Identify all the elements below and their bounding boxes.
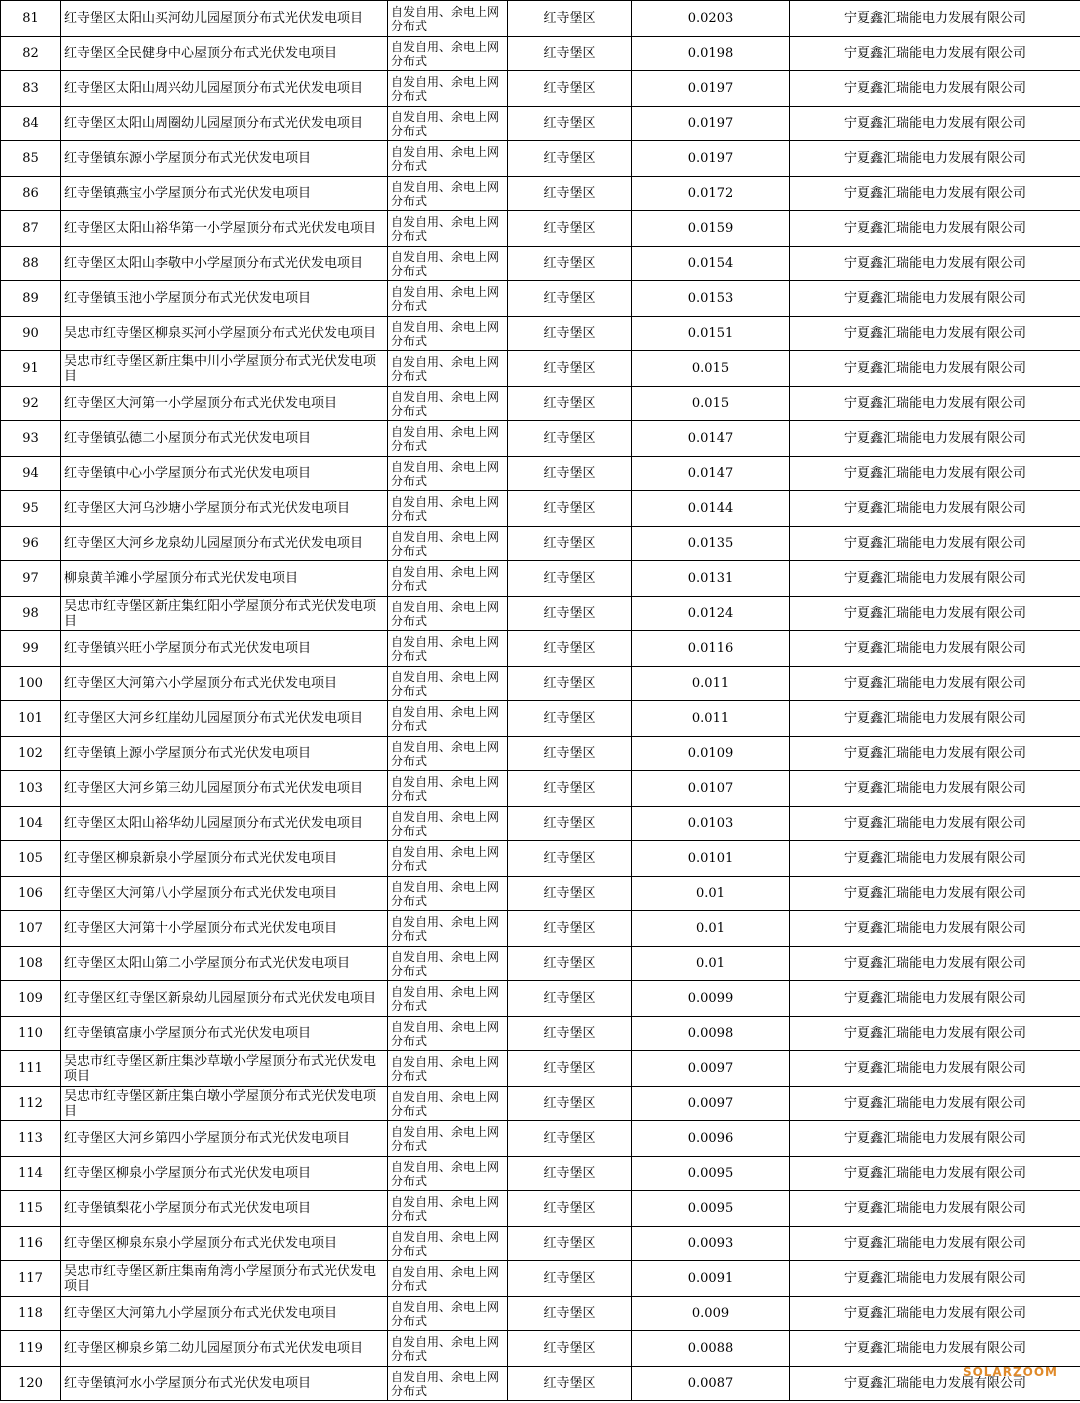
row-number-cell: 90 bbox=[1, 317, 61, 351]
row-number-cell: 84 bbox=[1, 107, 61, 141]
capacity-cell: 0.0147 bbox=[632, 457, 790, 491]
area-cell: 红寺堡区 bbox=[508, 597, 632, 631]
company-cell: 宁夏鑫汇瑞能电力发展有限公司 bbox=[790, 211, 1080, 247]
capacity-cell: 0.0116 bbox=[632, 631, 790, 667]
company-cell: 宁夏鑫汇瑞能电力发展有限公司 bbox=[790, 1087, 1080, 1121]
company-cell: 宁夏鑫汇瑞能电力发展有限公司 bbox=[790, 71, 1080, 107]
table-row bbox=[1, 1227, 1080, 1261]
company-cell: 宁夏鑫汇瑞能电力发展有限公司 bbox=[790, 141, 1080, 177]
capacity-cell: 0.0091 bbox=[632, 1261, 790, 1297]
company-cell: 宁夏鑫汇瑞能电力发展有限公司 bbox=[790, 841, 1080, 877]
project-name-cell: 红寺堡区柳泉小学屋顶分布式光伏发电项目 bbox=[61, 1157, 388, 1191]
table-row bbox=[1, 947, 1080, 981]
table-row bbox=[1, 387, 1080, 421]
table-row bbox=[1, 37, 1080, 71]
project-name-cell: 红寺堡区大河乡第四小学屋顶分布式光伏发电项目 bbox=[61, 1121, 388, 1157]
area-cell: 红寺堡区 bbox=[508, 491, 632, 527]
grid-mode-cell: 自发自用、余电上网分布式 bbox=[388, 771, 508, 807]
grid-mode-cell: 自发自用、余电上网分布式 bbox=[388, 1191, 508, 1227]
table-row bbox=[1, 1, 1080, 37]
area-cell: 红寺堡区 bbox=[508, 107, 632, 141]
table-row bbox=[1, 211, 1080, 247]
area-cell: 红寺堡区 bbox=[508, 947, 632, 981]
row-number-cell: 119 bbox=[1, 1331, 61, 1367]
grid-mode-cell: 自发自用、余电上网分布式 bbox=[388, 841, 508, 877]
table-row bbox=[1, 107, 1080, 141]
grid-mode-cell: 自发自用、余电上网分布式 bbox=[388, 597, 508, 631]
row-number-cell: 93 bbox=[1, 421, 61, 457]
capacity-cell: 0.015 bbox=[632, 387, 790, 421]
project-name-cell: 红寺堡区柳泉新泉小学屋顶分布式光伏发电项目 bbox=[61, 841, 388, 877]
row-number-cell: 89 bbox=[1, 281, 61, 317]
capacity-cell: 0.01 bbox=[632, 877, 790, 911]
table-row bbox=[1, 1367, 1080, 1401]
capacity-cell: 0.0197 bbox=[632, 107, 790, 141]
area-cell: 红寺堡区 bbox=[508, 527, 632, 561]
table-row bbox=[1, 1261, 1080, 1297]
capacity-cell: 0.0095 bbox=[632, 1157, 790, 1191]
table-row bbox=[1, 317, 1080, 351]
project-name-cell: 红寺堡镇燕宝小学屋顶分布式光伏发电项目 bbox=[61, 177, 388, 211]
grid-mode-cell: 自发自用、余电上网分布式 bbox=[388, 1157, 508, 1191]
grid-mode-cell: 自发自用、余电上网分布式 bbox=[388, 387, 508, 421]
table-row bbox=[1, 877, 1080, 911]
area-cell: 红寺堡区 bbox=[508, 247, 632, 281]
row-number-cell: 99 bbox=[1, 631, 61, 667]
row-number-cell: 112 bbox=[1, 1087, 61, 1121]
grid-mode-cell: 自发自用、余电上网分布式 bbox=[388, 71, 508, 107]
capacity-cell: 0.0095 bbox=[632, 1191, 790, 1227]
company-cell: 宁夏鑫汇瑞能电力发展有限公司 bbox=[790, 281, 1080, 317]
project-name-cell: 柳泉黄羊滩小学屋顶分布式光伏发电项目 bbox=[61, 561, 388, 597]
company-cell: 宁夏鑫汇瑞能电力发展有限公司 bbox=[790, 1157, 1080, 1191]
table-row bbox=[1, 71, 1080, 107]
grid-mode-cell: 自发自用、余电上网分布式 bbox=[388, 877, 508, 911]
capacity-cell: 0.0198 bbox=[632, 37, 790, 71]
row-number-cell: 97 bbox=[1, 561, 61, 597]
company-cell: 宁夏鑫汇瑞能电力发展有限公司 bbox=[790, 351, 1080, 387]
table-row bbox=[1, 1051, 1080, 1087]
grid-mode-cell: 自发自用、余电上网分布式 bbox=[388, 211, 508, 247]
table-row bbox=[1, 737, 1080, 771]
row-number-cell: 96 bbox=[1, 527, 61, 561]
area-cell: 红寺堡区 bbox=[508, 911, 632, 947]
grid-mode-cell: 自发自用、余电上网分布式 bbox=[388, 141, 508, 177]
grid-mode-cell: 自发自用、余电上网分布式 bbox=[388, 317, 508, 351]
row-number-cell: 114 bbox=[1, 1157, 61, 1191]
area-cell: 红寺堡区 bbox=[508, 421, 632, 457]
capacity-cell: 0.011 bbox=[632, 701, 790, 737]
grid-mode-cell: 自发自用、余电上网分布式 bbox=[388, 457, 508, 491]
capacity-cell: 0.01 bbox=[632, 911, 790, 947]
table-row bbox=[1, 457, 1080, 491]
project-name-cell: 红寺堡区大河第十小学屋顶分布式光伏发电项目 bbox=[61, 911, 388, 947]
project-name-cell: 红寺堡镇上源小学屋顶分布式光伏发电项目 bbox=[61, 737, 388, 771]
project-name-cell: 吴忠市红寺堡区柳泉买河小学屋顶分布式光伏发电项目 bbox=[61, 317, 388, 351]
table-row bbox=[1, 247, 1080, 281]
area-cell: 红寺堡区 bbox=[508, 387, 632, 421]
project-name-cell: 红寺堡区大河乡龙泉幼儿园屋顶分布式光伏发电项目 bbox=[61, 527, 388, 561]
project-name-cell: 红寺堡区大河乡第三幼儿园屋顶分布式光伏发电项目 bbox=[61, 771, 388, 807]
project-name-cell: 红寺堡区太阳山周圈幼儿园屋顶分布式光伏发电项目 bbox=[61, 107, 388, 141]
capacity-cell: 0.0103 bbox=[632, 807, 790, 841]
capacity-cell: 0.0172 bbox=[632, 177, 790, 211]
grid-mode-cell: 自发自用、余电上网分布式 bbox=[388, 1261, 508, 1297]
table-row bbox=[1, 701, 1080, 737]
grid-mode-cell: 自发自用、余电上网分布式 bbox=[388, 1367, 508, 1401]
area-cell: 红寺堡区 bbox=[508, 1367, 632, 1401]
capacity-cell: 0.0144 bbox=[632, 491, 790, 527]
capacity-cell: 0.0153 bbox=[632, 281, 790, 317]
row-number-cell: 85 bbox=[1, 141, 61, 177]
area-cell: 红寺堡区 bbox=[508, 737, 632, 771]
row-number-cell: 81 bbox=[1, 1, 61, 37]
capacity-cell: 0.0087 bbox=[632, 1367, 790, 1401]
project-name-cell: 红寺堡镇弘德二小屋顶分布式光伏发电项目 bbox=[61, 421, 388, 457]
project-name-cell: 红寺堡镇东源小学屋顶分布式光伏发电项目 bbox=[61, 141, 388, 177]
row-number-cell: 102 bbox=[1, 737, 61, 771]
area-cell: 红寺堡区 bbox=[508, 281, 632, 317]
capacity-cell: 0.0135 bbox=[632, 527, 790, 561]
project-name-cell: 红寺堡区红寺堡区新泉幼儿园屋顶分布式光伏发电项目 bbox=[61, 981, 388, 1017]
project-name-cell: 红寺堡镇兴旺小学屋顶分布式光伏发电项目 bbox=[61, 631, 388, 667]
project-name-cell: 吴忠市红寺堡区新庄集中川小学屋顶分布式光伏发电项目 bbox=[61, 351, 388, 387]
capacity-cell: 0.0159 bbox=[632, 211, 790, 247]
capacity-cell: 0.011 bbox=[632, 667, 790, 701]
company-cell: 宁夏鑫汇瑞能电力发展有限公司 bbox=[790, 561, 1080, 597]
project-name-cell: 红寺堡镇梨花小学屋顶分布式光伏发电项目 bbox=[61, 1191, 388, 1227]
area-cell: 红寺堡区 bbox=[508, 877, 632, 911]
capacity-cell: 0.0197 bbox=[632, 71, 790, 107]
area-cell: 红寺堡区 bbox=[508, 631, 632, 667]
company-cell: 宁夏鑫汇瑞能电力发展有限公司 bbox=[790, 457, 1080, 491]
grid-mode-cell: 自发自用、余电上网分布式 bbox=[388, 107, 508, 141]
project-name-cell: 红寺堡镇河水小学屋顶分布式光伏发电项目 bbox=[61, 1367, 388, 1401]
project-name-cell: 红寺堡区大河第六小学屋顶分布式光伏发电项目 bbox=[61, 667, 388, 701]
row-number-cell: 86 bbox=[1, 177, 61, 211]
row-number-cell: 101 bbox=[1, 701, 61, 737]
company-cell: 宁夏鑫汇瑞能电力发展有限公司 bbox=[790, 1051, 1080, 1087]
grid-mode-cell: 自发自用、余电上网分布式 bbox=[388, 911, 508, 947]
row-number-cell: 108 bbox=[1, 947, 61, 981]
grid-mode-cell: 自发自用、余电上网分布式 bbox=[388, 281, 508, 317]
table-row bbox=[1, 667, 1080, 701]
row-number-cell: 107 bbox=[1, 911, 61, 947]
capacity-cell: 0.0147 bbox=[632, 421, 790, 457]
row-number-cell: 120 bbox=[1, 1367, 61, 1401]
area-cell: 红寺堡区 bbox=[508, 351, 632, 387]
project-name-cell: 红寺堡区柳泉乡第二幼儿园屋顶分布式光伏发电项目 bbox=[61, 1331, 388, 1367]
row-number-cell: 100 bbox=[1, 667, 61, 701]
area-cell: 红寺堡区 bbox=[508, 561, 632, 597]
project-name-cell: 吴忠市红寺堡区新庄集沙草墩小学屋顶分布式光伏发电项目 bbox=[61, 1051, 388, 1087]
company-cell: 宁夏鑫汇瑞能电力发展有限公司 bbox=[790, 317, 1080, 351]
table-row bbox=[1, 1087, 1080, 1121]
area-cell: 红寺堡区 bbox=[508, 1191, 632, 1227]
grid-mode-cell: 自发自用、余电上网分布式 bbox=[388, 491, 508, 527]
company-cell: 宁夏鑫汇瑞能电力发展有限公司 bbox=[790, 421, 1080, 457]
row-number-cell: 91 bbox=[1, 351, 61, 387]
company-cell: 宁夏鑫汇瑞能电力发展有限公司 bbox=[790, 737, 1080, 771]
capacity-cell: 0.015 bbox=[632, 351, 790, 387]
row-number-cell: 95 bbox=[1, 491, 61, 527]
area-cell: 红寺堡区 bbox=[508, 457, 632, 491]
capacity-cell: 0.0131 bbox=[632, 561, 790, 597]
area-cell: 红寺堡区 bbox=[508, 701, 632, 737]
area-cell: 红寺堡区 bbox=[508, 1261, 632, 1297]
company-cell: 宁夏鑫汇瑞能电力发展有限公司 bbox=[790, 247, 1080, 281]
company-cell: 宁夏鑫汇瑞能电力发展有限公司 bbox=[790, 877, 1080, 911]
company-cell: 宁夏鑫汇瑞能电力发展有限公司 bbox=[790, 177, 1080, 211]
company-cell: 宁夏鑫汇瑞能电力发展有限公司 bbox=[790, 1121, 1080, 1157]
company-cell: 宁夏鑫汇瑞能电力发展有限公司 bbox=[790, 1227, 1080, 1261]
table-row bbox=[1, 807, 1080, 841]
area-cell: 红寺堡区 bbox=[508, 807, 632, 841]
area-cell: 红寺堡区 bbox=[508, 1121, 632, 1157]
capacity-cell: 0.0098 bbox=[632, 1017, 790, 1051]
grid-mode-cell: 自发自用、余电上网分布式 bbox=[388, 981, 508, 1017]
area-cell: 红寺堡区 bbox=[508, 177, 632, 211]
capacity-cell: 0.0197 bbox=[632, 141, 790, 177]
company-cell: 宁夏鑫汇瑞能电力发展有限公司 bbox=[790, 107, 1080, 141]
table-row bbox=[1, 1017, 1080, 1051]
area-cell: 红寺堡区 bbox=[508, 1157, 632, 1191]
grid-mode-cell: 自发自用、余电上网分布式 bbox=[388, 667, 508, 701]
row-number-cell: 115 bbox=[1, 1191, 61, 1227]
grid-mode-cell: 自发自用、余电上网分布式 bbox=[388, 247, 508, 281]
table-row bbox=[1, 491, 1080, 527]
capacity-cell: 0.0096 bbox=[632, 1121, 790, 1157]
grid-mode-cell: 自发自用、余电上网分布式 bbox=[388, 1297, 508, 1331]
company-cell: 宁夏鑫汇瑞能电力发展有限公司 bbox=[790, 527, 1080, 561]
company-cell: 宁夏鑫汇瑞能电力发展有限公司 bbox=[790, 491, 1080, 527]
project-name-cell: 红寺堡区大河乌沙塘小学屋顶分布式光伏发电项目 bbox=[61, 491, 388, 527]
capacity-cell: 0.0151 bbox=[632, 317, 790, 351]
capacity-cell: 0.0101 bbox=[632, 841, 790, 877]
capacity-cell: 0.0097 bbox=[632, 1051, 790, 1087]
table-row bbox=[1, 281, 1080, 317]
row-number-cell: 117 bbox=[1, 1261, 61, 1297]
project-name-cell: 吴忠市红寺堡区新庄集红阳小学屋顶分布式光伏发电项目 bbox=[61, 597, 388, 631]
project-name-cell: 红寺堡区大河乡红崖幼儿园屋顶分布式光伏发电项目 bbox=[61, 701, 388, 737]
watermark-logo: SOLARZOOM bbox=[962, 1365, 1058, 1379]
company-cell: 宁夏鑫汇瑞能电力发展有限公司 bbox=[790, 1191, 1080, 1227]
grid-mode-cell: 自发自用、余电上网分布式 bbox=[388, 1017, 508, 1051]
project-name-cell: 红寺堡区大河第九小学屋顶分布式光伏发电项目 bbox=[61, 1297, 388, 1331]
table-row bbox=[1, 1191, 1080, 1227]
table-row bbox=[1, 981, 1080, 1017]
company-cell: 宁夏鑫汇瑞能电力发展有限公司 bbox=[790, 1331, 1080, 1367]
area-cell: 红寺堡区 bbox=[508, 37, 632, 71]
grid-mode-cell: 自发自用、余电上网分布式 bbox=[388, 37, 508, 71]
grid-mode-cell: 自发自用、余电上网分布式 bbox=[388, 701, 508, 737]
table-row bbox=[1, 421, 1080, 457]
table-row bbox=[1, 351, 1080, 387]
company-cell: 宁夏鑫汇瑞能电力发展有限公司 bbox=[790, 1367, 1080, 1401]
company-cell: 宁夏鑫汇瑞能电力发展有限公司 bbox=[790, 981, 1080, 1017]
table-row bbox=[1, 597, 1080, 631]
company-cell: 宁夏鑫汇瑞能电力发展有限公司 bbox=[790, 1297, 1080, 1331]
project-name-cell: 红寺堡区太阳山李敬中小学屋顶分布式光伏发电项目 bbox=[61, 247, 388, 281]
project-name-cell: 吴忠市红寺堡区新庄集白墩小学屋顶分布式光伏发电项目 bbox=[61, 1087, 388, 1121]
table-row bbox=[1, 631, 1080, 667]
capacity-cell: 0.0088 bbox=[632, 1331, 790, 1367]
table-row bbox=[1, 841, 1080, 877]
table-row bbox=[1, 141, 1080, 177]
area-cell: 红寺堡区 bbox=[508, 1297, 632, 1331]
row-number-cell: 104 bbox=[1, 807, 61, 841]
table-body bbox=[1, 1, 1080, 1401]
grid-mode-cell: 自发自用、余电上网分布式 bbox=[388, 947, 508, 981]
grid-mode-cell: 自发自用、余电上网分布式 bbox=[388, 1, 508, 37]
company-cell: 宁夏鑫汇瑞能电力发展有限公司 bbox=[790, 1261, 1080, 1297]
grid-mode-cell: 自发自用、余电上网分布式 bbox=[388, 1051, 508, 1087]
area-cell: 红寺堡区 bbox=[508, 1331, 632, 1367]
row-number-cell: 83 bbox=[1, 71, 61, 107]
project-name-cell: 红寺堡镇中心小学屋顶分布式光伏发电项目 bbox=[61, 457, 388, 491]
row-number-cell: 110 bbox=[1, 1017, 61, 1051]
row-number-cell: 87 bbox=[1, 211, 61, 247]
row-number-cell: 111 bbox=[1, 1051, 61, 1087]
grid-mode-cell: 自发自用、余电上网分布式 bbox=[388, 527, 508, 561]
capacity-cell: 0.0154 bbox=[632, 247, 790, 281]
project-name-cell: 红寺堡镇富康小学屋顶分布式光伏发电项目 bbox=[61, 1017, 388, 1051]
capacity-cell: 0.0109 bbox=[632, 737, 790, 771]
company-cell: 宁夏鑫汇瑞能电力发展有限公司 bbox=[790, 1017, 1080, 1051]
capacity-cell: 0.0099 bbox=[632, 981, 790, 1017]
project-name-cell: 红寺堡区全民健身中心屋顶分布式光伏发电项目 bbox=[61, 37, 388, 71]
grid-mode-cell: 自发自用、余电上网分布式 bbox=[388, 807, 508, 841]
row-number-cell: 82 bbox=[1, 37, 61, 71]
row-number-cell: 113 bbox=[1, 1121, 61, 1157]
area-cell: 红寺堡区 bbox=[508, 317, 632, 351]
grid-mode-cell: 自发自用、余电上网分布式 bbox=[388, 631, 508, 667]
capacity-cell: 0.009 bbox=[632, 1297, 790, 1331]
row-number-cell: 118 bbox=[1, 1297, 61, 1331]
project-name-cell: 红寺堡区太阳山裕华第一小学屋顶分布式光伏发电项目 bbox=[61, 211, 388, 247]
capacity-cell: 0.0124 bbox=[632, 597, 790, 631]
row-number-cell: 103 bbox=[1, 771, 61, 807]
area-cell: 红寺堡区 bbox=[508, 771, 632, 807]
area-cell: 红寺堡区 bbox=[508, 141, 632, 177]
project-name-cell: 红寺堡镇玉池小学屋顶分布式光伏发电项目 bbox=[61, 281, 388, 317]
company-cell: 宁夏鑫汇瑞能电力发展有限公司 bbox=[790, 597, 1080, 631]
area-cell: 红寺堡区 bbox=[508, 1017, 632, 1051]
grid-mode-cell: 自发自用、余电上网分布式 bbox=[388, 421, 508, 457]
grid-mode-cell: 自发自用、余电上网分布式 bbox=[388, 1331, 508, 1367]
row-number-cell: 94 bbox=[1, 457, 61, 491]
capacity-cell: 0.0203 bbox=[632, 1, 790, 37]
table-row bbox=[1, 1121, 1080, 1157]
grid-mode-cell: 自发自用、余电上网分布式 bbox=[388, 1121, 508, 1157]
capacity-cell: 0.0097 bbox=[632, 1087, 790, 1121]
project-name-cell: 红寺堡区柳泉东泉小学屋顶分布式光伏发电项目 bbox=[61, 1227, 388, 1261]
table-row bbox=[1, 1157, 1080, 1191]
company-cell: 宁夏鑫汇瑞能电力发展有限公司 bbox=[790, 807, 1080, 841]
row-number-cell: 92 bbox=[1, 387, 61, 421]
area-cell: 红寺堡区 bbox=[508, 667, 632, 701]
table-row bbox=[1, 771, 1080, 807]
project-name-cell: 红寺堡区太阳山周兴幼儿园屋顶分布式光伏发电项目 bbox=[61, 71, 388, 107]
table-row bbox=[1, 1297, 1080, 1331]
company-cell: 宁夏鑫汇瑞能电力发展有限公司 bbox=[790, 667, 1080, 701]
company-cell: 宁夏鑫汇瑞能电力发展有限公司 bbox=[790, 37, 1080, 71]
company-cell: 宁夏鑫汇瑞能电力发展有限公司 bbox=[790, 911, 1080, 947]
row-number-cell: 106 bbox=[1, 877, 61, 911]
grid-mode-cell: 自发自用、余电上网分布式 bbox=[388, 1087, 508, 1121]
project-name-cell: 红寺堡区太阳山裕华幼儿园屋顶分布式光伏发电项目 bbox=[61, 807, 388, 841]
table-row bbox=[1, 1331, 1080, 1367]
row-number-cell: 105 bbox=[1, 841, 61, 877]
company-cell: 宁夏鑫汇瑞能电力发展有限公司 bbox=[790, 1, 1080, 37]
area-cell: 红寺堡区 bbox=[508, 1087, 632, 1121]
row-number-cell: 109 bbox=[1, 981, 61, 1017]
area-cell: 红寺堡区 bbox=[508, 1051, 632, 1087]
area-cell: 红寺堡区 bbox=[508, 981, 632, 1017]
row-number-cell: 88 bbox=[1, 247, 61, 281]
capacity-cell: 0.0107 bbox=[632, 771, 790, 807]
grid-mode-cell: 自发自用、余电上网分布式 bbox=[388, 561, 508, 597]
project-name-cell: 红寺堡区大河第八小学屋顶分布式光伏发电项目 bbox=[61, 877, 388, 911]
grid-mode-cell: 自发自用、余电上网分布式 bbox=[388, 737, 508, 771]
area-cell: 红寺堡区 bbox=[508, 71, 632, 107]
capacity-cell: 0.01 bbox=[632, 947, 790, 981]
row-number-cell: 98 bbox=[1, 597, 61, 631]
project-name-cell: 吴忠市红寺堡区新庄集南角湾小学屋顶分布式光伏发电项目 bbox=[61, 1261, 388, 1297]
grid-mode-cell: 自发自用、余电上网分布式 bbox=[388, 1227, 508, 1261]
company-cell: 宁夏鑫汇瑞能电力发展有限公司 bbox=[790, 771, 1080, 807]
table-row bbox=[1, 177, 1080, 211]
table-row bbox=[1, 911, 1080, 947]
area-cell: 红寺堡区 bbox=[508, 211, 632, 247]
capacity-cell: 0.0093 bbox=[632, 1227, 790, 1261]
table-row bbox=[1, 561, 1080, 597]
area-cell: 红寺堡区 bbox=[508, 1, 632, 37]
company-cell: 宁夏鑫汇瑞能电力发展有限公司 bbox=[790, 701, 1080, 737]
grid-mode-cell: 自发自用、余电上网分布式 bbox=[388, 351, 508, 387]
company-cell: 宁夏鑫汇瑞能电力发展有限公司 bbox=[790, 631, 1080, 667]
project-name-cell: 红寺堡区大河第一小学屋顶分布式光伏发电项目 bbox=[61, 387, 388, 421]
company-cell: 宁夏鑫汇瑞能电力发展有限公司 bbox=[790, 387, 1080, 421]
table-row bbox=[1, 527, 1080, 561]
grid-mode-cell: 自发自用、余电上网分布式 bbox=[388, 177, 508, 211]
company-cell: 宁夏鑫汇瑞能电力发展有限公司 bbox=[790, 947, 1080, 981]
project-name-cell: 红寺堡区太阳山买河幼儿园屋顶分布式光伏发电项目 bbox=[61, 1, 388, 37]
row-number-cell: 116 bbox=[1, 1227, 61, 1261]
project-name-cell: 红寺堡区太阳山第二小学屋顶分布式光伏发电项目 bbox=[61, 947, 388, 981]
area-cell: 红寺堡区 bbox=[508, 1227, 632, 1261]
area-cell: 红寺堡区 bbox=[508, 841, 632, 877]
